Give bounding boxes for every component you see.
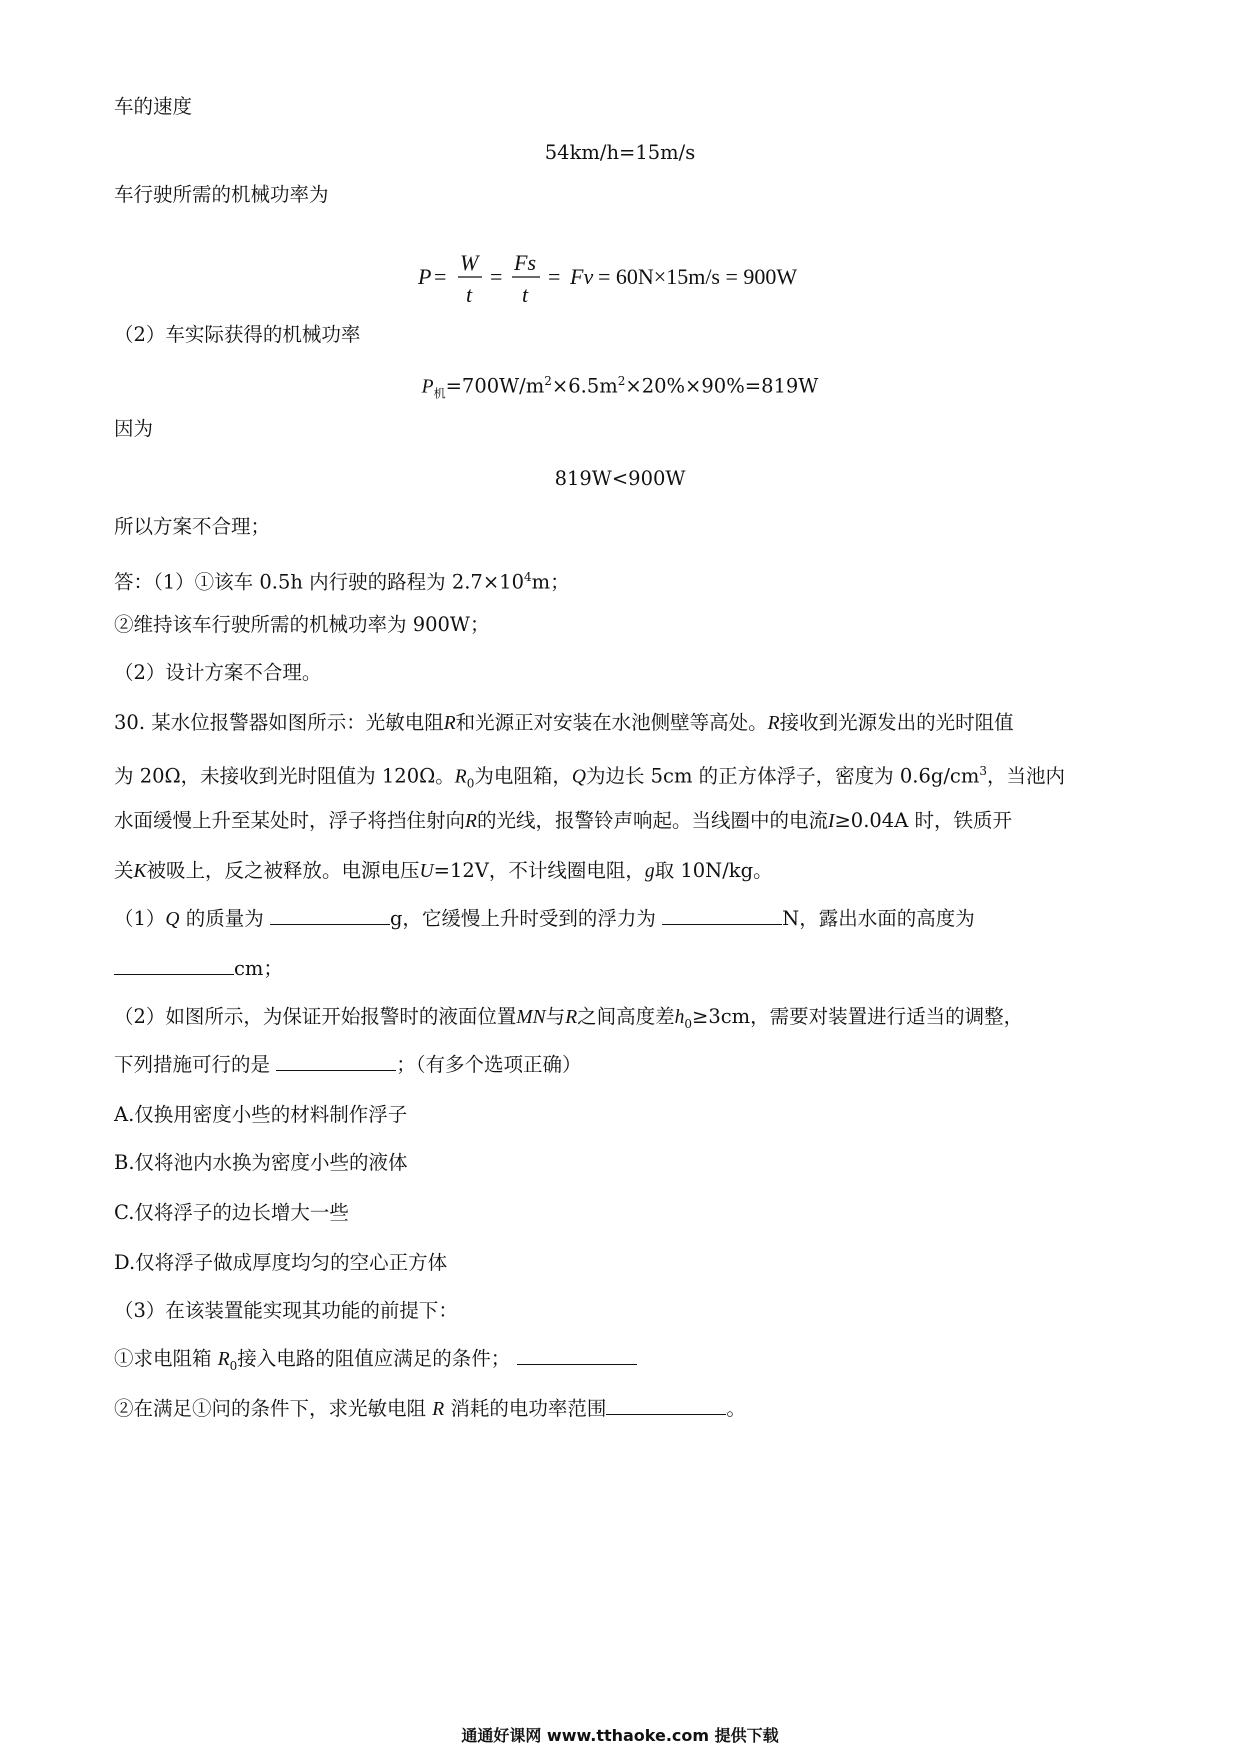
text-line: 车行驶所需的机械功率为 (114, 183, 329, 206)
text-line: 车的速度 (114, 95, 193, 118)
equation-speed: 54km/h=15m/s (544, 141, 696, 164)
answer-blank-mass[interactable] (270, 904, 390, 925)
answer-line-3: （2）设计方案不合理。 (114, 661, 322, 684)
formula-eq2: = (490, 264, 503, 289)
formula-fv: Fv (570, 264, 594, 289)
page-footer: 通通好课网 www.tthaoke.com 提供下载 (461, 1726, 779, 1745)
option-c: C.仅将浮子的边长增大一些 (114, 1201, 349, 1224)
answer-blank-buoyancy[interactable] (662, 904, 782, 925)
formula-eq: = (434, 264, 447, 289)
answer-blank-height[interactable] (114, 954, 234, 975)
sub-question-3-part-2: ②在满足①问的条件下，求光敏电阻 R 消耗的电功率范围 。 (114, 1394, 746, 1425)
answer-line-2: ②维持该车行驶所需的机械功率为 900W； (114, 613, 490, 636)
text-line: 所以方案不合理； (114, 515, 271, 538)
answer-blank-measures[interactable] (276, 1050, 396, 1071)
sub-question-1: （1）Q 的质量为 g，它缓慢上升时受到的浮力为 N，露出水面的高度为 (114, 904, 1134, 935)
equation-compare: 819W<900W (554, 467, 686, 490)
option-d: D.仅将浮子做成厚度均匀的空心正方体 (114, 1251, 448, 1274)
formula-p: P (418, 264, 432, 289)
text-line: （2）车实际获得的机械功率 (114, 323, 361, 346)
sub-question-3: （3）在该装置能实现其功能的前提下： (114, 1299, 458, 1322)
formula-fs: Fs (514, 250, 536, 275)
question-30-line-2: 为 20Ω，未接收到光时阻值为 120Ω。$R_0$为电阻箱，Q为边长 5cm 的正方体浮子，密度为 $0.6g/cm^3$，当池内 (114, 764, 1065, 791)
formula-eq3: = (548, 264, 561, 289)
question-30-line-4: 关K被吸上，反之被释放。电源电压U=12V，不计线圈电阻，g取 10N/kg。 (114, 859, 773, 882)
answer-blank-resistance[interactable] (517, 1344, 637, 1365)
sub-question-2: （2）如图所示，为保证开始报警时的液面位置MN与R之间高度差$h_0\ge 3cm$，需要对装置进行适当的调整， (114, 1005, 1024, 1031)
sub-question-2-cont: 下列措施可行的是 ；（有多个选项正确） (114, 1050, 581, 1080)
answer-line-1: 答：（1）①该车 0.5h 内行驶的路程为 $2.7\times 10^4m$； (114, 570, 570, 594)
question-30-line-1: 30. 某水位报警器如图所示：光敏电阻R和光源正对安装在水池侧壁等高处。R接收到光源发出的光时阻值 (114, 711, 1014, 734)
sub-question-3-part-1: ①求电阻箱 $R_0$接入电路的阻值应满足的条件； (114, 1344, 637, 1381)
formula-t1: t (466, 282, 473, 307)
option-b: B.仅将池内水换为密度小些的液体 (114, 1151, 408, 1174)
option-a: A.仅换用密度小些的材料制作浮子 (114, 1103, 408, 1126)
formula-rhs: = 60N×15m/s = 900W (598, 264, 798, 289)
formula-w: W (460, 250, 479, 275)
sub-question-1-cont: cm； (114, 954, 283, 984)
equation-actual-power: $P_机=700W/m^2\times 6.5m^2\times 20\%\times 90\%=819W$ (421, 374, 819, 401)
text-line: 因为 (114, 417, 154, 440)
question-30-line-3: 水面缓慢上升至某处时，浮子将挡住射向R的光线，报警铃声响起。当线圈中的电流I≥0.04A 时，铁质开 (114, 809, 1012, 832)
answer-blank-power-range[interactable] (606, 1394, 726, 1415)
formula-t2: t (522, 282, 529, 307)
power-formula (0, 240, 1240, 310)
